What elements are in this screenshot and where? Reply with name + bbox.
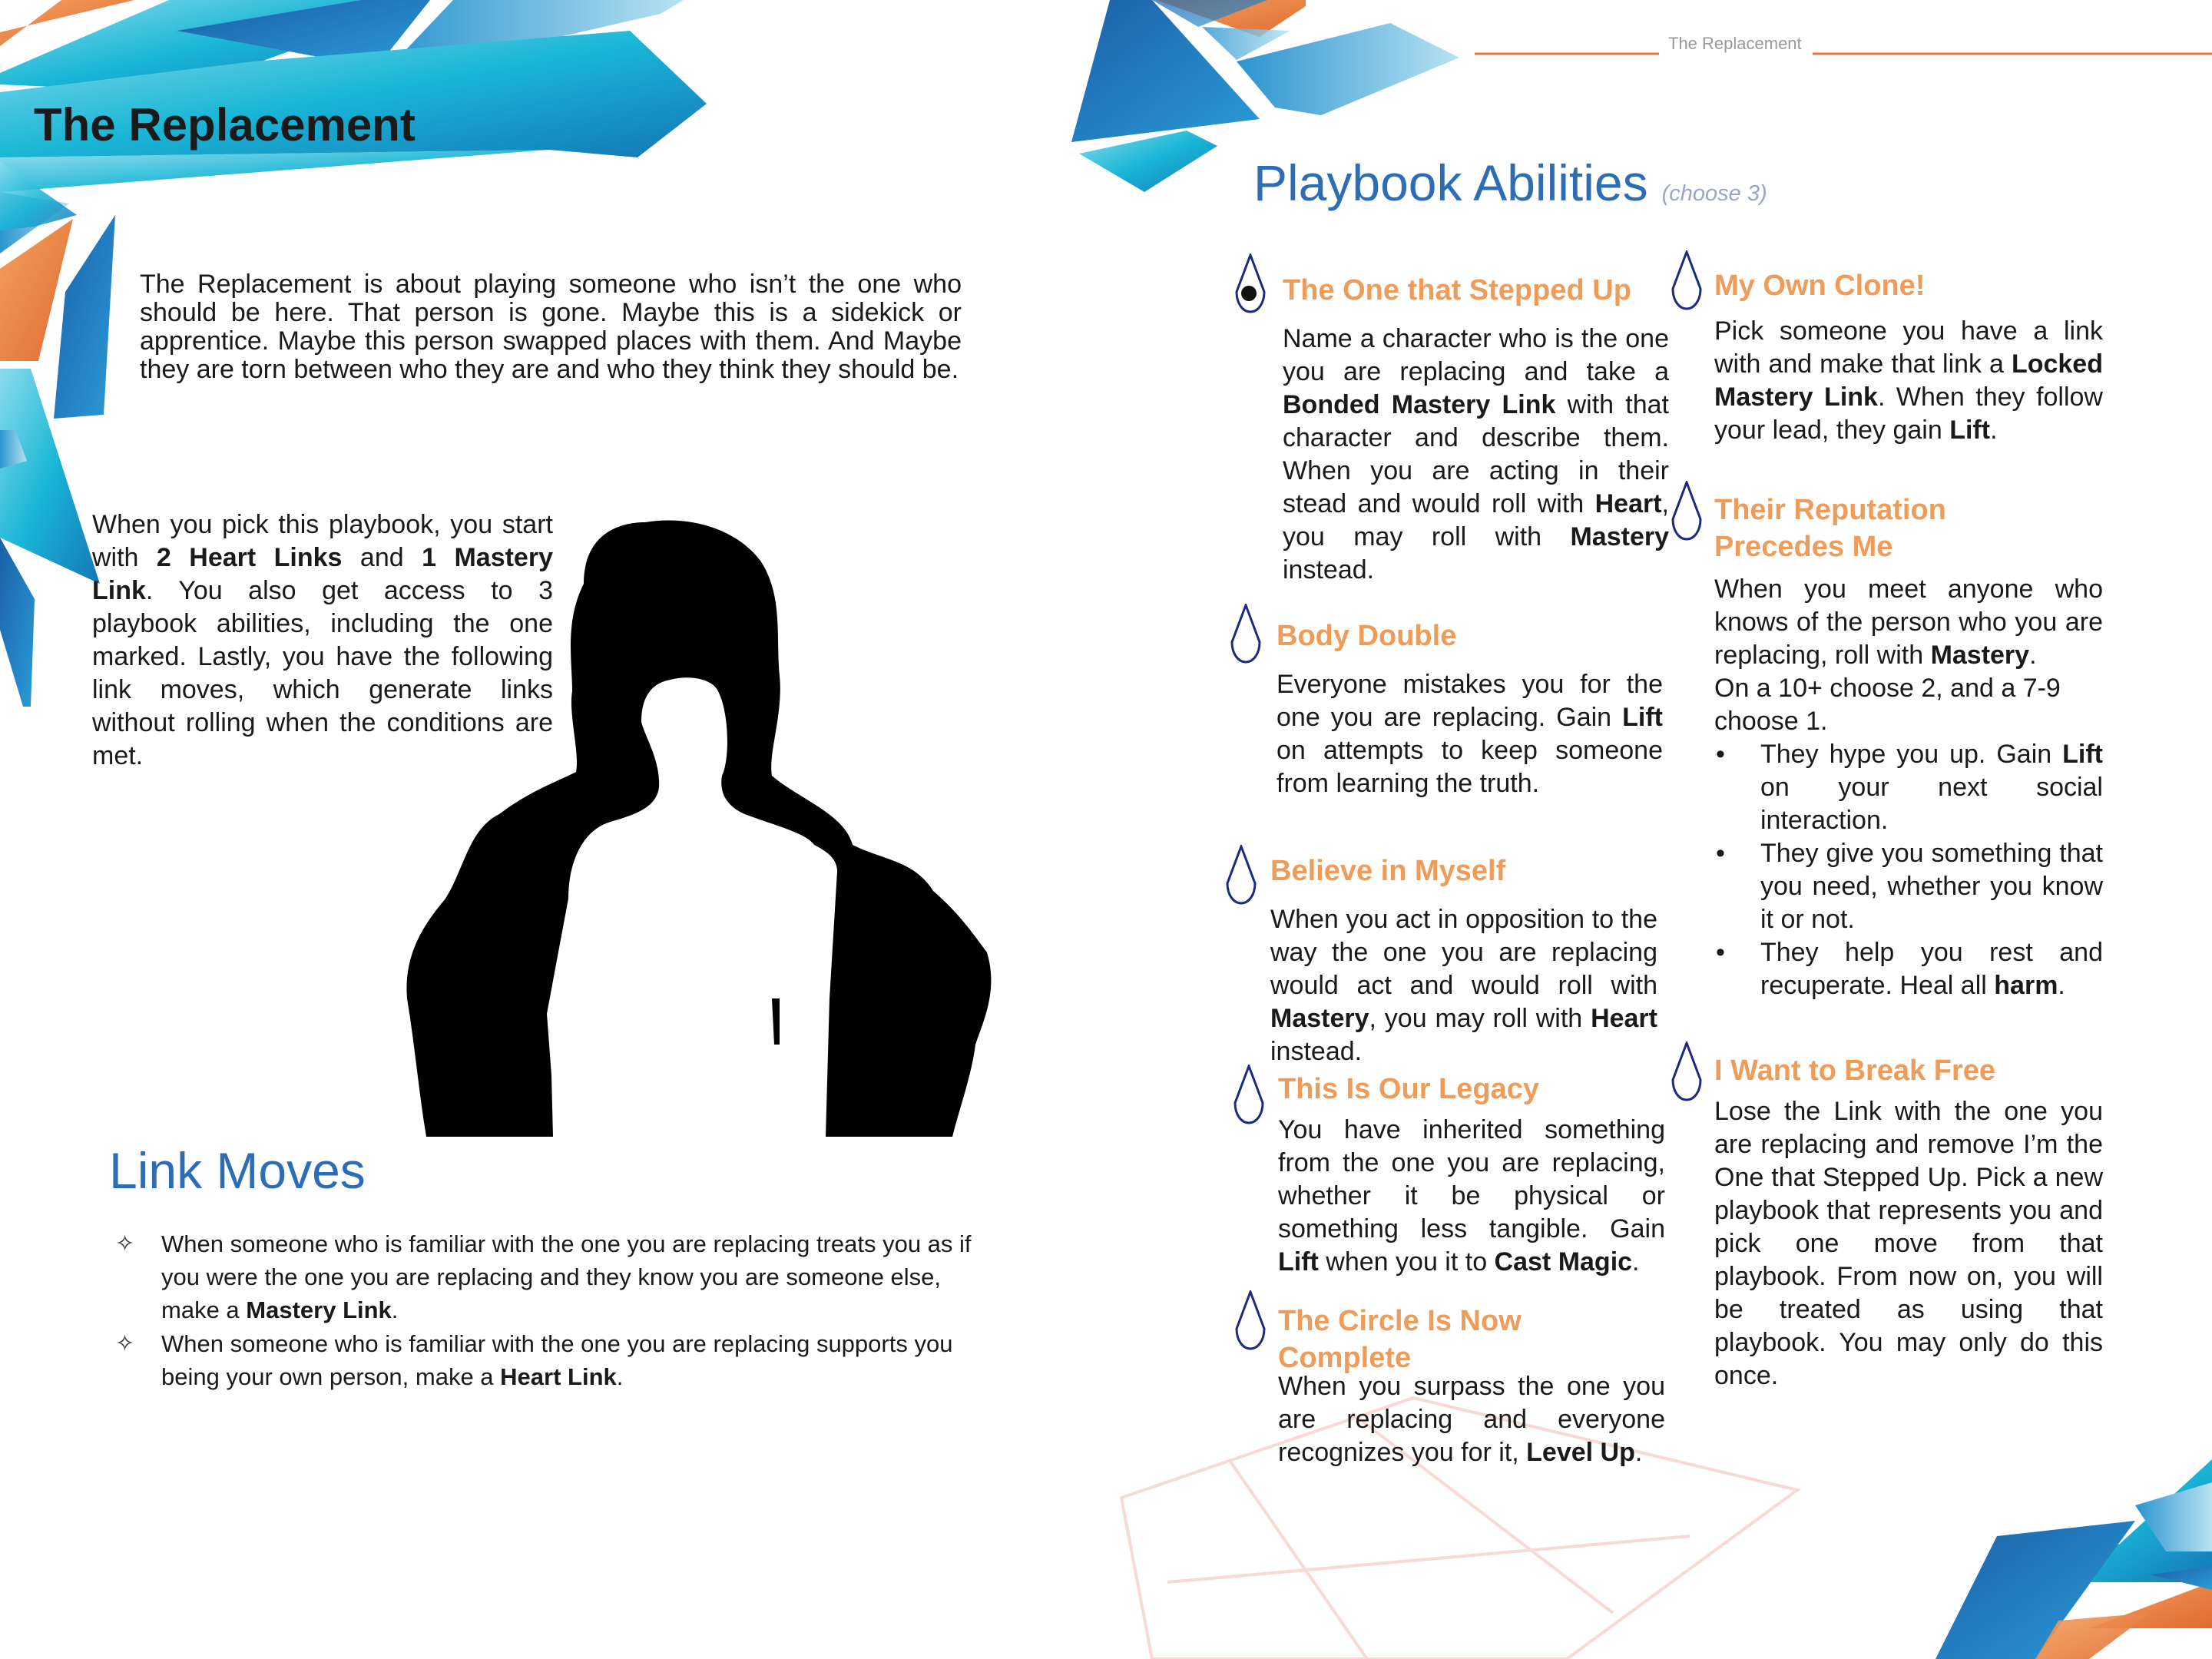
sparkle-bullet-icon: ✧ xyxy=(115,1331,135,1356)
list-item: • They give you something that you need, whether you know it or not. xyxy=(1716,839,2103,934)
list-item: • They help you rest and recuperate. Heal all harm. xyxy=(1716,938,2103,1000)
playbook-abilities-heading: Playbook Abilities (choose 3) xyxy=(1253,154,1767,211)
ability-title-reputation: Their Reputation Precedes Me xyxy=(1714,494,1946,563)
gem-checkbox-icon[interactable] xyxy=(1224,845,1258,906)
ability-title-break-free: I Want to Break Free xyxy=(1714,1055,1996,1087)
gem-checkbox-icon[interactable] xyxy=(1670,481,1704,542)
gem-checkbox-icon[interactable] xyxy=(1233,1290,1267,1352)
ability-text-circle: When you surpass the one you are replacing and everyone recognizes you for it, Level Up. xyxy=(1278,1372,1665,1467)
list-item: • They hype you up. Gain Lift on your next social interaction. xyxy=(1716,740,2103,835)
ability-text-believe: When you act in opposition to the way the one you are replacing would act and would roll with Mastery, you may roll with Heart instead. xyxy=(1270,905,1657,1066)
gem-checkbox-icon[interactable] xyxy=(1670,250,1704,312)
ability-title-believe: Believe in Myself xyxy=(1270,855,1506,887)
ability-text-reputation: When you meet anyone who knows of the person who you are replacing, roll with Mastery. On a 10+ choose 2, and a 7-9 choose 1. • They hype you up. Gain Lift on your next social interaction. • They give you something that you need, whether you know it or not. • They help you rest and recuperate. Heal all harm. xyxy=(1714,573,2103,1002)
bullet-icon: • xyxy=(1716,839,1725,868)
running-header: The Replacement xyxy=(1668,34,1802,53)
bottom-right-shards xyxy=(1936,1459,2212,1659)
chapter-title: The Replacement xyxy=(34,99,416,151)
gem-checkbox-marked-icon[interactable] xyxy=(1233,253,1267,315)
choose-note: (choose 3) xyxy=(1661,181,1767,206)
bullet-icon: • xyxy=(1716,938,1725,967)
gem-checkbox-icon[interactable] xyxy=(1229,604,1263,665)
reputation-options xyxy=(1714,738,2103,1002)
link-moves-heading: Link Moves xyxy=(109,1142,366,1199)
gem-checkbox-icon[interactable] xyxy=(1232,1065,1266,1126)
link-move-item: ✧ When someone who is familiar with the one you are replacing supports you being your own person, make a Heart Link. xyxy=(114,1327,982,1393)
ability-title-clone: My Own Clone! xyxy=(1714,270,1926,302)
ability-text-legacy: You have inherited something from the one you are replacing, whether it be physical or something less tangible. Gain Lift when you it to Cast Magic. xyxy=(1278,1115,1665,1277)
sparkle-bullet-icon: ✧ xyxy=(115,1231,135,1257)
ability-text-stepped-up: Name a character who is the one you are replacing and take a Bonded Mastery Link with that character and describe them. When you are acting in their stead and would roll with Heart, you may roll with Mastery instead. xyxy=(1283,324,1669,584)
intro-paragraph: The Replacement is about playing someone who isn’t the one who should be here. That person is gone. Maybe this is a sidekick or apprentice. Maybe this person swapped places with them. And Maybe they are torn between who they are and who they think they should be. xyxy=(140,270,962,384)
ability-text-clone: Pick someone you have a link with and make that link a Locked Mastery Link. When they follow your lead, they gain Lift. xyxy=(1714,316,2103,445)
bullet-icon: • xyxy=(1716,740,1725,769)
ability-title-body-double: Body Double xyxy=(1277,620,1457,652)
playbook-pick-paragraph: When you pick this playbook, you start with 2 Heart Links and 1 Mastery Link. You also get access to 3 playbook abilities, including the one marked. Lastly, you have the following link moves, which generate links without rolling when the conditions are met. xyxy=(92,510,553,770)
ability-text-body-double: Everyone mistakes you for the one you are replacing. Gain Lift on attempts to keep someone from learning the truth. xyxy=(1277,670,1663,798)
ability-title-legacy: This Is Our Legacy xyxy=(1278,1073,1539,1105)
link-move-item: ✧ When someone who is familiar with the one you are replacing treats you as if you were the one you are replacing and they know you are someone else, make a Mastery Link. xyxy=(114,1227,982,1326)
ability-title-circle: The Circle Is Now Complete xyxy=(1278,1305,1522,1374)
gem-checkbox-icon[interactable] xyxy=(1670,1041,1704,1103)
ability-title-stepped-up: The One that Stepped Up xyxy=(1283,274,1631,306)
ability-text-break-free: Lose the Link with the one you are replacing and remove I’m the One that Stepped Up. Pick a new playbook that represents you and pick one move from that playbook. From now on, you will be treated as using that playbook. You may only do this once. xyxy=(1714,1097,2103,1390)
